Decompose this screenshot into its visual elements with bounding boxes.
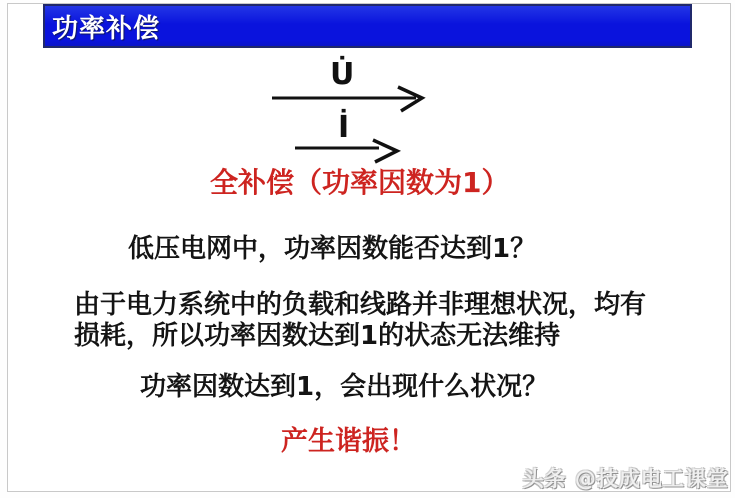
title-bar: [43, 4, 692, 48]
explanation-line-1: 由于电力系统中的负载和线路并非理想状况，均有: [74, 290, 647, 320]
current-phasor-label: İ: [338, 110, 350, 145]
watermark-toutiao: 头条 @技成电工课堂: [522, 467, 729, 491]
voltage-phasor-label: U̇: [330, 57, 355, 92]
explanation-paragraph: [74, 290, 646, 352]
subtitle-full-compensation: 全补偿（功率因数为1）: [210, 166, 510, 199]
current-arrow-icon: [293, 134, 403, 166]
question-what-happens: 功率因数达到1，会出现什么状况？: [140, 372, 549, 402]
voltage-arrow-icon: [270, 84, 428, 114]
page-title: 功率补偿: [52, 13, 161, 44]
explanation-line-2: 损耗，所以功率因数达到1的状态无法维持: [74, 321, 561, 351]
conclusion-resonance: 产生谐振！: [281, 426, 416, 457]
question-low-voltage-grid: 低压电网中，功率因数能否达到1？: [128, 234, 537, 264]
